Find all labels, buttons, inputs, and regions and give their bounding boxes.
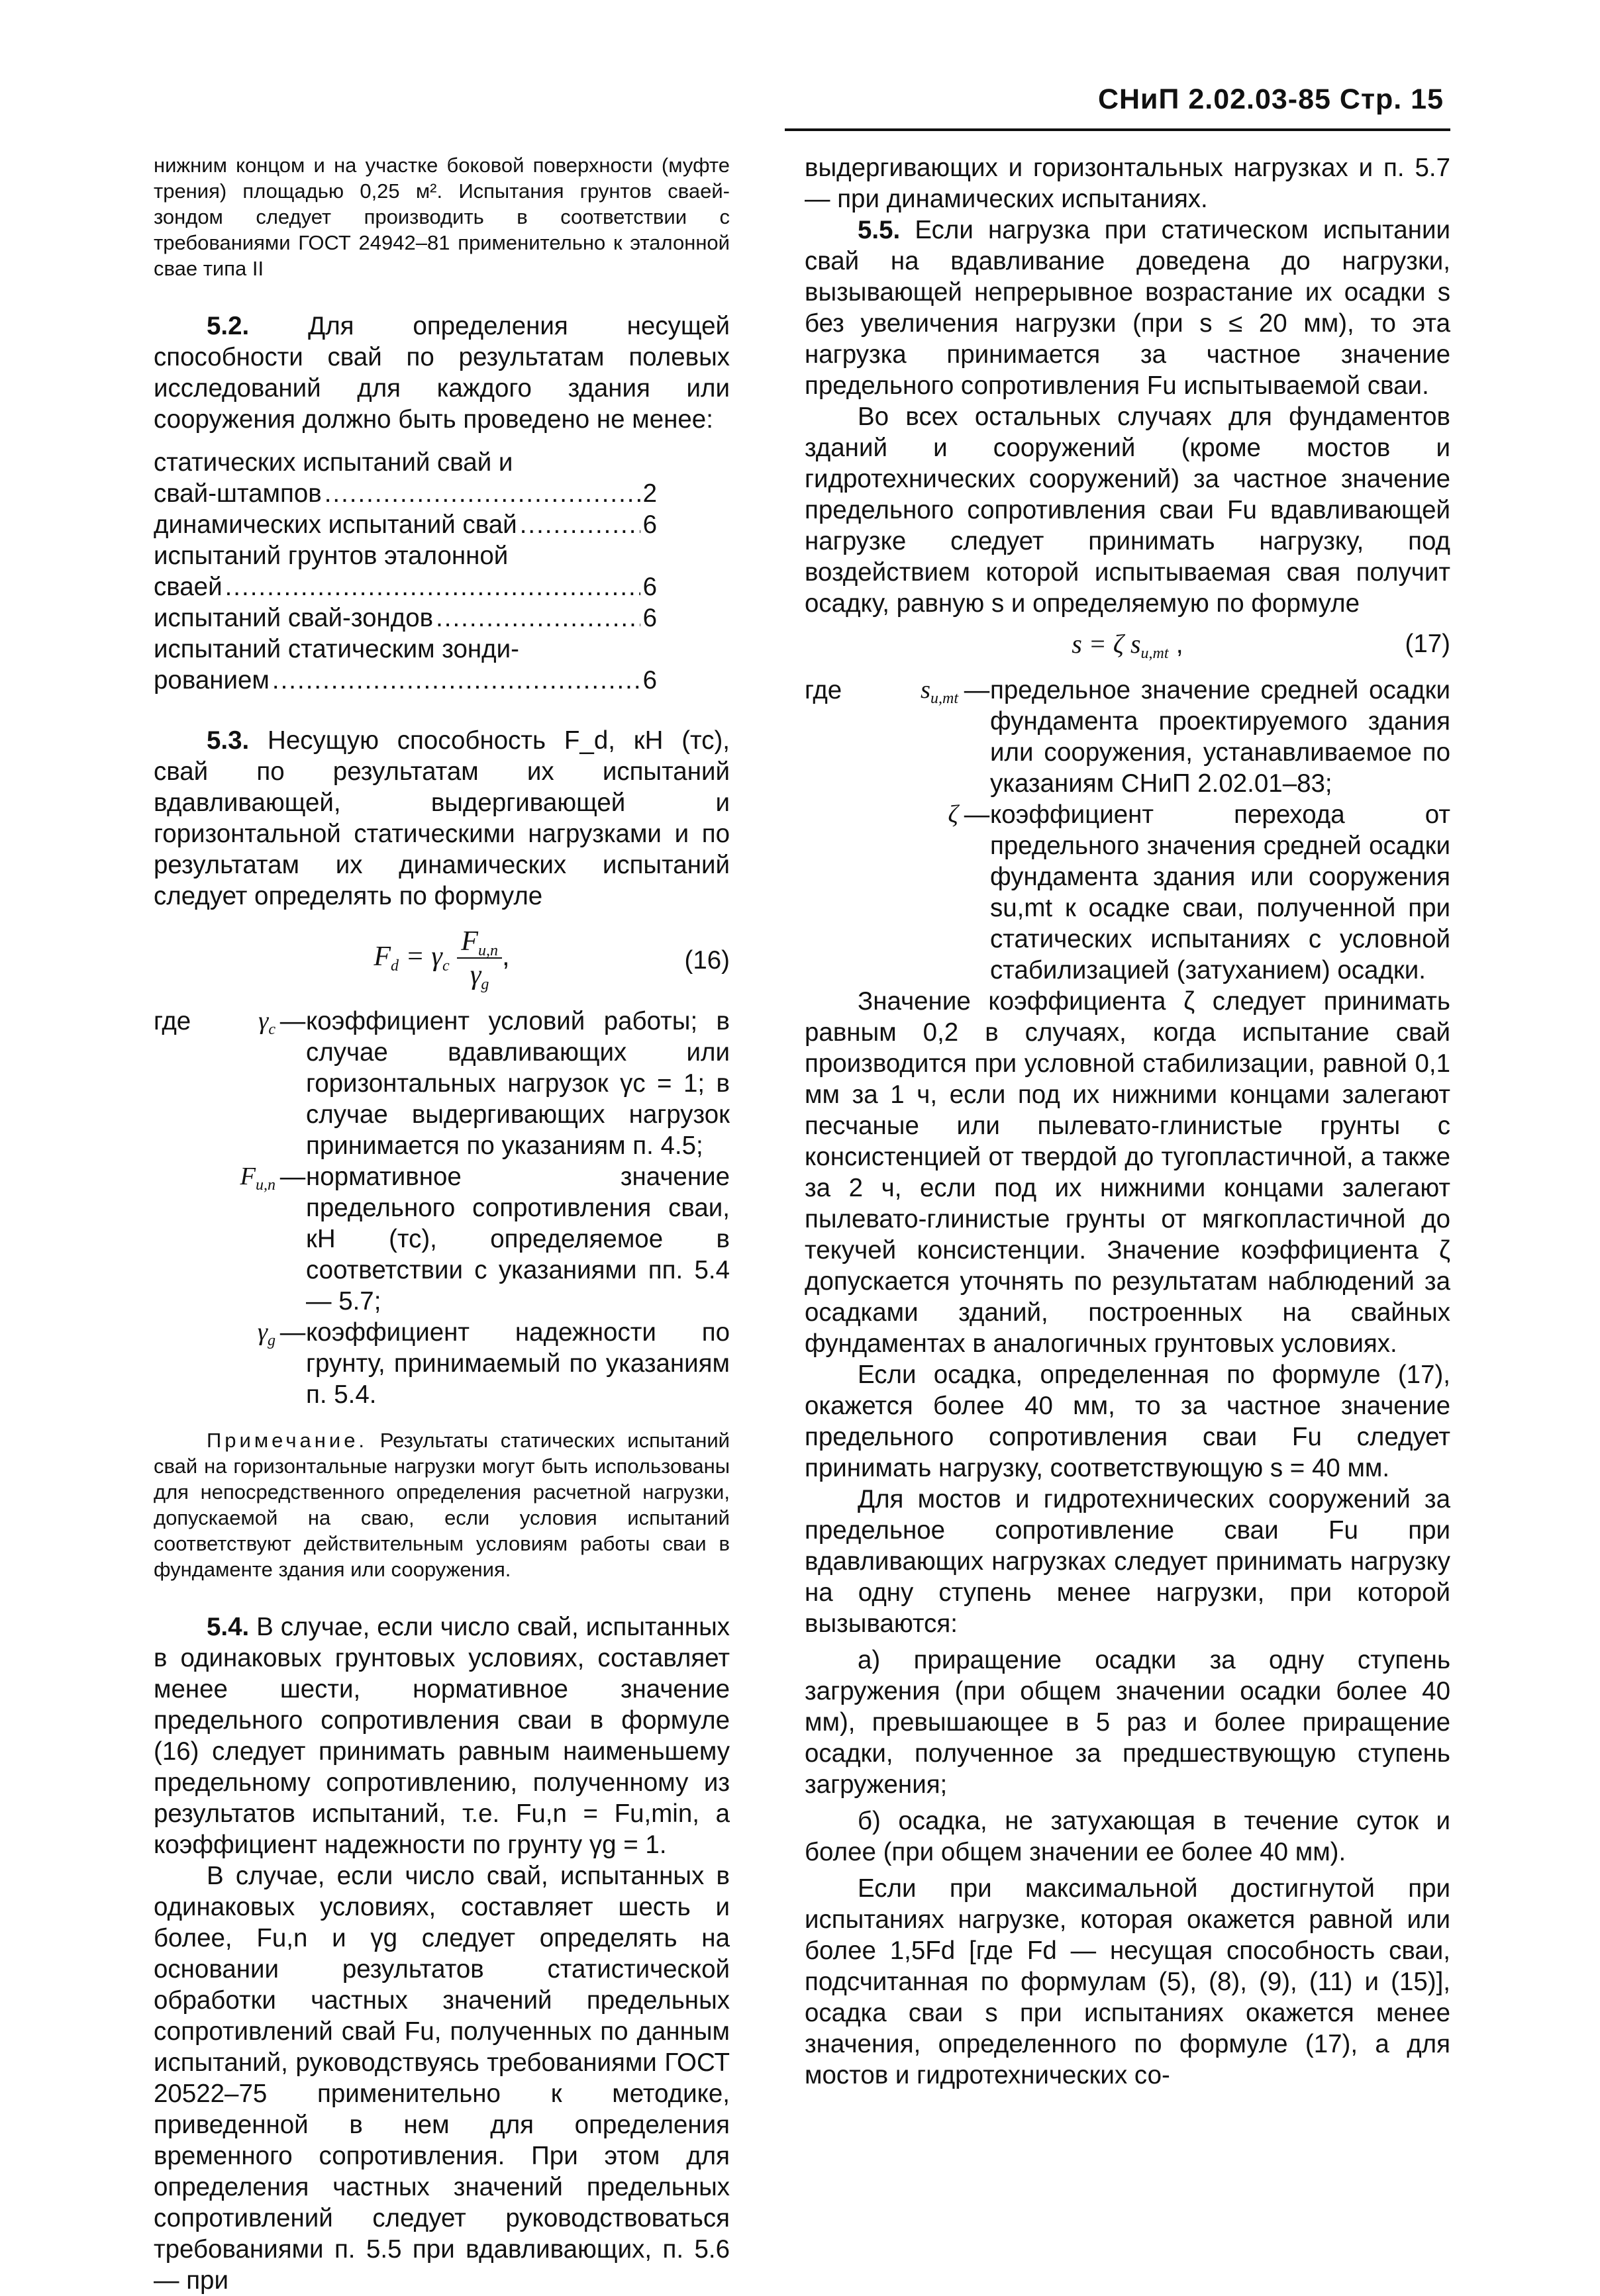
def-symbol bbox=[226, 1006, 279, 1161]
paragraph-5-3 bbox=[154, 725, 730, 912]
paragraph-text: Несущую способность F_d, кН (тс), свай по результатам их испытаний вдавливающей, выдергивающей и горизонтальной статическими нагрузками и по результатам их динамических испытаний следует определять по формуле bbox=[154, 726, 730, 910]
def-text: коэффициент надежности по грунту, принимаемый по указаниям п. 5.4. bbox=[306, 1318, 730, 1409]
def-dash: — bbox=[279, 1007, 306, 1035]
where-label: где bbox=[154, 1007, 191, 1035]
def-dash: — bbox=[279, 1318, 306, 1347]
symbol-sub: u,mt bbox=[930, 690, 958, 707]
formula-tail: , bbox=[501, 940, 510, 972]
left-column bbox=[154, 152, 730, 2296]
continuation-paragraph: выдергивающих и горизонтальных нагрузках и п. 5.7 — при динамических испытаниях. bbox=[805, 154, 1450, 213]
leader-dots bbox=[520, 509, 640, 540]
symbol: s bbox=[921, 676, 930, 704]
note-paragraph bbox=[154, 1427, 730, 1582]
paragraph-40mm: Если осадка, определенная по формуле (17), окажется более 40 мм, то за частное значение предельного сопротивления сваи Fu следует принимать нагрузку, соответствующую s = 40 мм. bbox=[805, 1361, 1450, 1482]
def-symbol bbox=[864, 675, 964, 799]
paragraph-5-4 bbox=[154, 1611, 730, 1860]
formula-sub: u,mt bbox=[1140, 645, 1169, 662]
formula-17 bbox=[805, 628, 1450, 665]
formula-lhs: F bbox=[374, 941, 391, 973]
num-sub: u,n bbox=[477, 942, 498, 959]
paragraph-5-5-b: Во всех остальных случаях для фундаментов зданий и сооружений (кроме мостов и гидротехнических сооружений) за частное значение предельного сопротивления сваи Fu вдавливающей нагрузке следует принимать нагрузку, под воздействием которой испытываемая свая получит осадку, равную s и определяемую по формуле bbox=[805, 403, 1450, 618]
list-item bbox=[154, 509, 657, 540]
symbol: ζ bbox=[948, 800, 958, 828]
item-a: а) приращение осадки за одну ступень загружения (при общем значении осадки более 40 мм), превышающее в 5 раз и более приращение осадки, полученное за предшествующую ступень загружения; bbox=[805, 1646, 1450, 1799]
symbol: γ bbox=[257, 1318, 268, 1346]
list-item bbox=[154, 571, 657, 602]
list-item-value: 6 bbox=[642, 573, 657, 601]
def-symbol bbox=[226, 1161, 279, 1317]
paragraph-bridges: Для мостов и гидротехнических сооружений за предельное сопротивление сваи Fu при вдавливающих нагрузках следует принимать нагрузку на одну ступень менее нагрузки, при которой вызываются: bbox=[805, 1485, 1450, 1638]
paragraph-text: Для определения несущей способности свай по результатам полевых исследований для каждого здания или сооружения должно быть проведено не менее: bbox=[154, 312, 730, 434]
list-item-value: 6 bbox=[642, 604, 657, 632]
formula-sub: c bbox=[442, 957, 450, 975]
def-text: коэффициент условий работы; в случае вдавливающих или горизонтальных нагрузок γc = 1; в случае выдергивающих нагрузок принимается по указаниям п. 4.5; bbox=[306, 1007, 730, 1160]
list-item-label: сваей bbox=[154, 573, 223, 601]
formula-fraction bbox=[457, 925, 502, 991]
tests-list bbox=[154, 447, 657, 696]
definitions-16 bbox=[154, 1006, 730, 1410]
formula-number: (16) bbox=[684, 946, 730, 975]
list-item-value: 2 bbox=[642, 479, 657, 508]
den-symbol: γ bbox=[470, 960, 481, 990]
formula-eq: = γ bbox=[399, 941, 442, 973]
fraction-numerator bbox=[457, 925, 502, 959]
symbol-sub: c bbox=[268, 1021, 275, 1038]
paragraph-5-4-b: В случае, если число свай, испытанных в одинаковых условиях, составляет шесть и более, Fu,n и γg следует определять на основании результатов статистической обработки частных значений предельных сопротивлений свай Fu, полученных по данным испытаний, руководствуясь требованиями ГОСТ 20522–75 применительно к методике, приведенной в нем для определения временного сопротивления. При этом для определения частных значений предельных сопротивлений следует руководствоваться требованиями п. 5.5 при вдавливающих, п. 5.6 — при bbox=[154, 1862, 730, 2295]
fraction-denominator bbox=[457, 959, 502, 991]
paragraph-5-2 bbox=[154, 311, 730, 435]
paragraph-text: Если нагрузка при статическом испытании свай на вдавливание доведена до нагрузки, вызывающей непрерывное возрастание их осадки s без увеличения нагрузки (при s ≤ 20 мм), то эта нагрузка принимается за частное значение предельного сопротивления Fu испытываемой сваи. bbox=[805, 216, 1450, 400]
list-item-value: 6 bbox=[642, 510, 657, 539]
section-number: 5.3. bbox=[207, 726, 250, 755]
list-item-label: испытаний свай-зондов bbox=[154, 604, 434, 632]
formula-sub: d bbox=[391, 957, 399, 975]
def-symbol bbox=[226, 1317, 279, 1410]
formula-16 bbox=[154, 925, 730, 998]
formula-number: (17) bbox=[1405, 630, 1450, 658]
paragraph-last: Если при максимальной достигнутой при испытаниях нагрузке, которая окажется равной или более 1,5Fd [где Fd — несущая способность сваи, подсчитанная по формулам (5), (8), (9), (11) и (15)], осадка сваи s при испытаниях окажется менее значения, определенного по формуле (17), а для мостов и гидротехнических со- bbox=[805, 1874, 1450, 2089]
list-item-pre: статических испытаний свай и bbox=[154, 448, 513, 477]
formula-body bbox=[154, 925, 730, 991]
section-number: 5.5. bbox=[858, 216, 901, 244]
list-item-value: 6 bbox=[642, 666, 657, 694]
def-dash: — bbox=[279, 1163, 306, 1191]
list-item bbox=[154, 665, 657, 696]
leader-dots bbox=[436, 602, 640, 634]
symbol: γ bbox=[258, 1007, 269, 1035]
where-label: где bbox=[805, 676, 842, 704]
def-symbol bbox=[864, 799, 964, 986]
formula-tail: , bbox=[1168, 630, 1183, 659]
leader-dots bbox=[325, 478, 640, 509]
list-item bbox=[154, 478, 657, 509]
leader-dots bbox=[225, 571, 640, 602]
paragraph-5-5 bbox=[805, 215, 1450, 401]
symbol-sub: u,n bbox=[256, 1176, 275, 1194]
list-item-label: динамических испытаний свай bbox=[154, 510, 517, 539]
definitions-17 bbox=[805, 675, 1450, 986]
paragraph-text: В случае, если число свай, испытанных в одинаковых грунтовых условиях, составляет менее шести, нормативное значение предельного сопротивления сваи в формуле (16) следует принимать равным наименьшему предельному сопротивлению, полученному из результатов испытаний, т.е. Fu,n = Fu,min, а коэффициент надежности по грунту γg = 1. bbox=[154, 1613, 730, 1859]
leader-dots bbox=[272, 665, 640, 696]
def-text: предельное значение средней осадки фундамента проектируемого здания или сооружения, устанавливаемое по указаниям СНиП 2.02.01–83; bbox=[990, 676, 1450, 798]
def-text: нормативное значение предельного сопротивления сваи, кН (тс), определяемое в соответствии с указаниями пп. 5.4 — 5.7; bbox=[306, 1163, 730, 1315]
symbol-sub: g bbox=[268, 1332, 275, 1349]
symbol: F bbox=[240, 1163, 256, 1190]
note-label: Примечание. bbox=[207, 1429, 368, 1452]
list-item-pre: испытаний грунтов эталонной bbox=[154, 542, 509, 570]
def-dash: — bbox=[964, 676, 990, 704]
paragraph-zeta: Значение коэффициента ζ следует принимать равным 0,2 в случаях, когда испытание свай производится при условной стабилизации, равной 0,1 мм за 1 ч, если под их нижними концами залегают песчаные или пылевато-глинистые грунты с консистенцией от твердой до тугопластичной, а также за 2 ч, если под их нижними концами залегают пылевато-глинистые грунты от мягкопластичной до текучей консистенции. Значение коэффициента ζ допускается уточнять по результатам наблюдений за осадками зданий, построенных на свайных фундаментах в аналогичных грунтовых условиях. bbox=[805, 987, 1450, 1358]
den-sub: g bbox=[481, 976, 489, 993]
section-number: 5.2. bbox=[207, 312, 250, 340]
header-rule bbox=[785, 128, 1450, 131]
right-column bbox=[805, 152, 1450, 2091]
list-item-label: рованием bbox=[154, 666, 270, 694]
def-dash: — bbox=[964, 800, 990, 829]
list-item bbox=[154, 602, 657, 634]
list-item-pre: испытаний статическим зонди- bbox=[154, 635, 519, 663]
section-number: 5.4. bbox=[207, 1613, 250, 1641]
list-item-label: свай-штампов bbox=[154, 479, 322, 508]
formula-text: s = ζ s bbox=[1072, 629, 1141, 659]
item-b: б) осадка, не затухающая в течение суток и более (при общем значении ее более 40 мм). bbox=[805, 1807, 1450, 1866]
num-symbol: F bbox=[461, 926, 478, 957]
note-text: Результаты статических испытаний свай на горизонтальные нагрузки могут быть использованы для непосредственного определения расчетной нагрузки, допускаемой на сваю, если условия испытаний соответствуют действительным условиям работы сваи в фундаменте здания или сооружения. bbox=[154, 1429, 730, 1581]
def-text: коэффициент перехода от предельного значения средней осадки фундамента здания или сооружения su,mt к осадке сваи, полученной при статических испытаниях с условной стабилизацией (затуханием) осадки. bbox=[990, 800, 1450, 984]
formula-body bbox=[805, 628, 1450, 660]
intro-paragraph: нижним концом и на участке боковой поверхности (муфте трения) площадью 0,25 м². Испытания грунтов сваей-зондом следует производить в соответствии с требованиями ГОСТ 24942–81 применительно к эталонной свае типа II bbox=[154, 154, 730, 280]
page-header: СНиП 2.02.03-85 Стр. 15 bbox=[1097, 83, 1444, 115]
